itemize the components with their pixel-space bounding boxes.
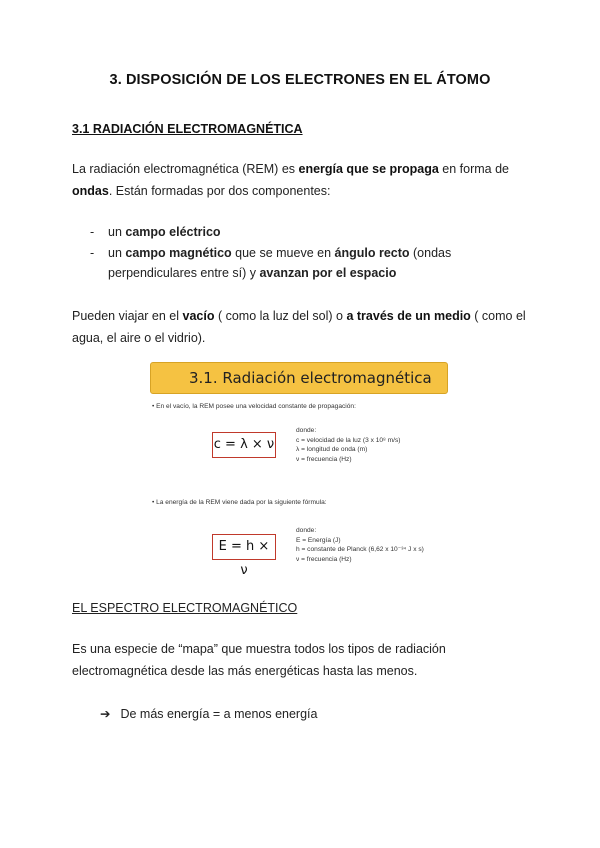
legend-line: h = constante de Planck (6,62 x 10⁻³⁴ J x s) <box>296 546 424 553</box>
bullet-campo-magnetico <box>108 243 451 283</box>
text: un <box>108 246 126 260</box>
rem-figure <box>150 362 450 580</box>
paragraph-line: electromagnética desde las más energéticas hasta las menos. <box>72 664 418 678</box>
text: un <box>108 225 126 239</box>
arrow-list-item <box>100 706 317 721</box>
text: perpendiculares entre sí) y <box>108 266 260 280</box>
figure-intro-energy: • La energía de la REM viene dada por la siguiente fórmula: <box>152 499 327 506</box>
paragraph-line: Es una especie de “mapa” que muestra todos los tipos de radiación <box>72 642 446 656</box>
text: La radiación electromagnética (REM) es <box>72 162 299 176</box>
arrow-item-text: De más energía = a menos energía <box>120 707 318 721</box>
paragraph-rem-definition <box>72 158 509 202</box>
page-title: 3. DISPOSICIÓN DE LOS ELECTRONES EN EL ÁTOMO <box>109 72 491 88</box>
figure-header <box>150 362 448 394</box>
formula-e-h-nu: E = h × ν <box>212 534 276 560</box>
paragraph-propagation <box>72 305 526 349</box>
arrow-icon: ➔ <box>100 707 111 721</box>
section-heading-espectro: EL ESPECTRO ELECTROMAGNÉTICO <box>72 601 298 615</box>
formula2-legend <box>296 526 424 564</box>
legend-line: E = Energía (J) <box>296 536 341 544</box>
bold-text: a través de un medio <box>346 309 471 323</box>
text: ( como la luz del sol) o <box>214 309 347 323</box>
paragraph-line <box>72 305 526 327</box>
formula-c-lambda-nu: c = λ × ν <box>212 432 276 458</box>
bold-text: campo magnético <box>125 246 232 260</box>
text: Pueden viajar en el <box>72 309 183 323</box>
paragraph-line: agua, el aire o el vidrio). <box>72 331 206 345</box>
section-heading-radiacion: 3.1 RADIACIÓN ELECTROMAGNÉTICA <box>72 122 303 136</box>
paragraph-espectro <box>72 638 446 682</box>
bold-text: avanzan por el espacio <box>259 266 397 280</box>
paragraph-line <box>72 158 509 180</box>
bold-text: energía que se propaga <box>298 162 439 176</box>
legend-line: ν = frecuencia (Hz) <box>296 555 352 563</box>
bold-text: ondas <box>72 184 109 198</box>
bullet-dash: - <box>90 246 95 260</box>
paragraph-line <box>72 180 509 202</box>
figure-intro-velocity: • En el vacío, la REM posee una velocidad constante de propagación: <box>152 403 356 410</box>
bullet-dash: - <box>90 225 95 239</box>
legend-line: donde: <box>296 427 317 434</box>
bold-text: campo eléctrico <box>125 225 221 239</box>
bullet-campo-electrico <box>108 222 221 242</box>
figure-header-title: 3.1. Radiación electromagnética <box>189 369 432 387</box>
legend-line: ν = frecuencia (Hz) <box>296 455 352 463</box>
legend-line: λ = longitud de onda (m) <box>296 446 368 453</box>
formula1-legend <box>296 426 400 464</box>
legend-line: donde: <box>296 527 317 534</box>
legend-line: c = velocidad de la luz (3 x 10⁸ m/s) <box>296 436 401 444</box>
bold-text: vacío <box>182 309 215 323</box>
bold-text: ángulo recto <box>334 246 410 260</box>
text: ( como el <box>470 309 526 323</box>
text: en forma de <box>438 162 510 176</box>
text: . Están formadas por dos componentes: <box>108 184 331 198</box>
text: que se mueve en <box>231 246 335 260</box>
text: (ondas <box>409 246 452 260</box>
bullet-line <box>108 263 451 283</box>
bullet-line <box>108 243 451 263</box>
